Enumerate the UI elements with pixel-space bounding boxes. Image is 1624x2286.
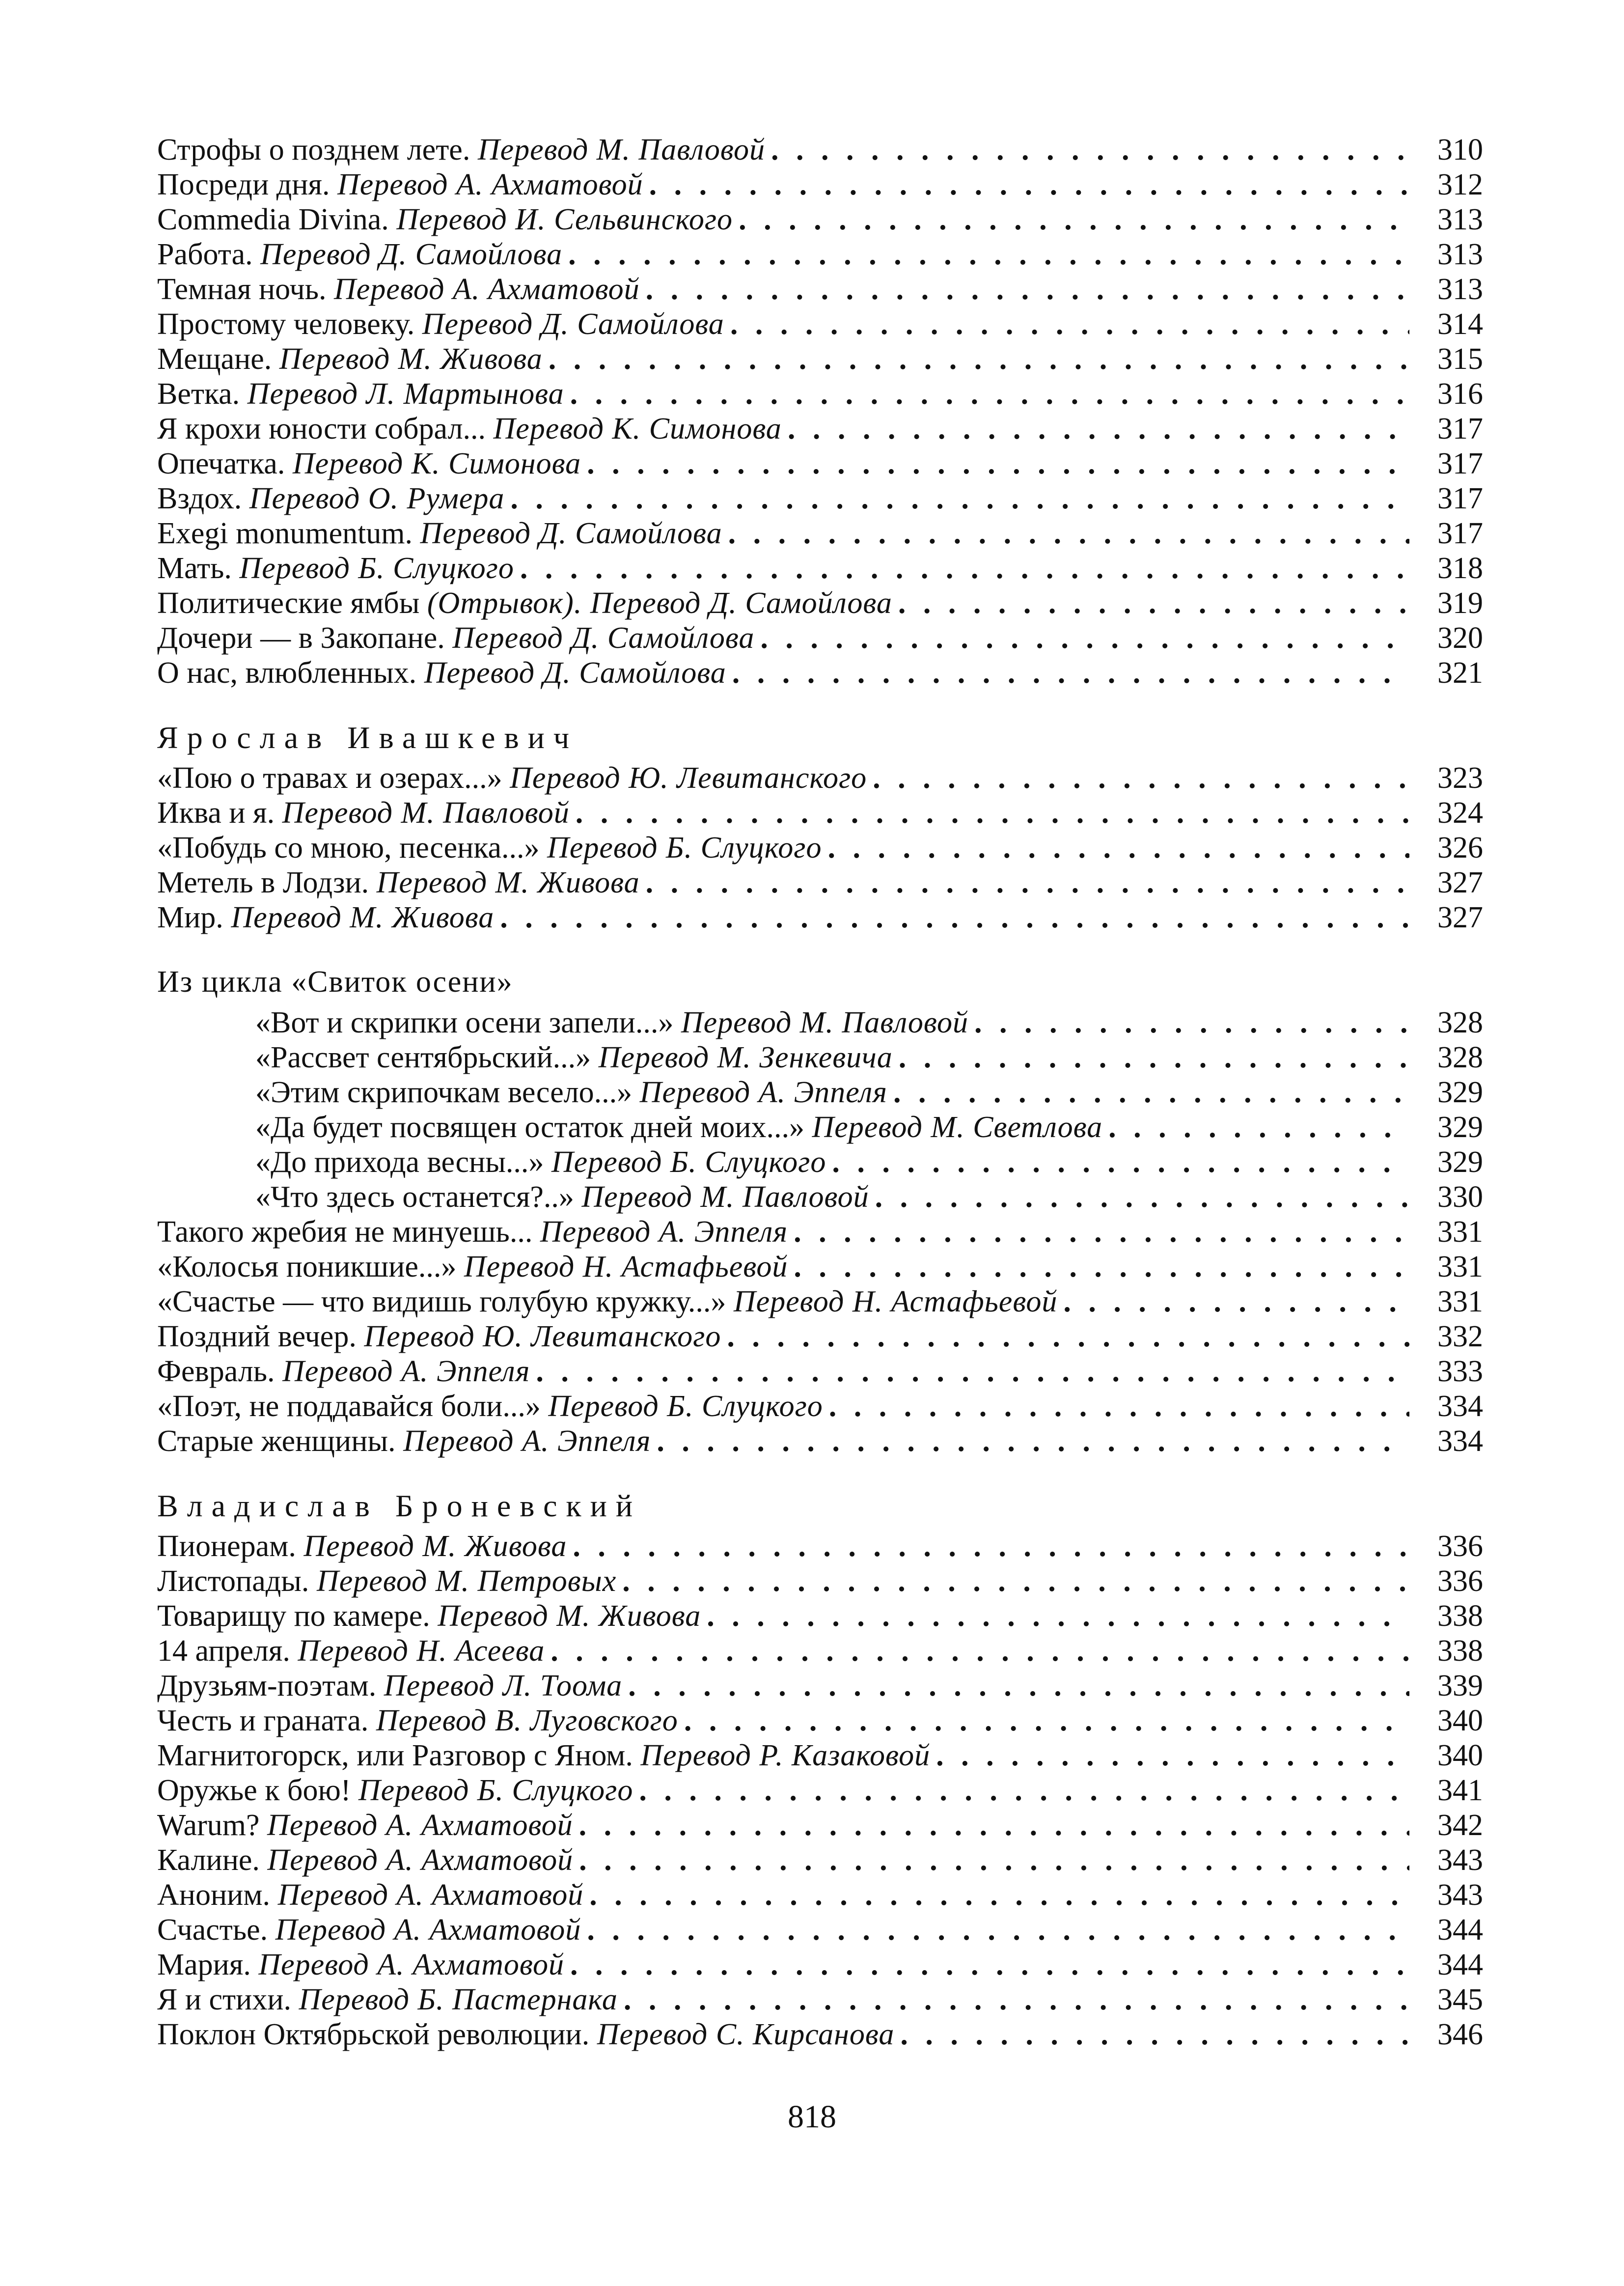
dot-leader	[581, 446, 1409, 481]
entry-translator: Перевод Д. Самойлова	[452, 621, 755, 655]
toc-entry	[157, 1948, 1483, 1982]
entry-translator: Перевод М. Живова	[231, 901, 495, 934]
entry-title: «Да будет посвящен остаток дней моих...»	[255, 1111, 804, 1144]
entry-page-number: 329	[1437, 1145, 1483, 1179]
toc-entry	[157, 551, 1483, 586]
dot-leader	[530, 1354, 1409, 1389]
entry-title-group	[157, 656, 726, 691]
toc-entry	[157, 1354, 1483, 1389]
entry-translator: Перевод М. Павловой	[282, 796, 570, 830]
dot-leader	[822, 831, 1410, 865]
entry-translator: Перевод С. Кирсанова	[597, 2018, 895, 2051]
entry-page-number: 334	[1437, 1424, 1483, 1458]
entry-title: О нас, влюбленных.	[157, 656, 417, 690]
entry-translator: (Отрывок). Перевод Д. Самойлова	[427, 586, 892, 620]
entry-title-group	[157, 1354, 530, 1389]
entry-translator: Перевод А. Ахматовой	[337, 168, 643, 201]
entry-translator: Перевод М. Живова	[303, 1530, 567, 1563]
entry-page-number: 333	[1437, 1355, 1483, 1388]
entry-title-group	[157, 237, 562, 272]
entry-title-group	[157, 1215, 788, 1250]
toc-entry	[157, 831, 1483, 865]
entry-page-number: 329	[1437, 1111, 1483, 1144]
entry-title: «Что здесь останется?..»	[255, 1180, 574, 1214]
entry-translator: Перевод Б. Слуцкого	[547, 831, 822, 864]
entry-translator: Перевод М. Светлова	[812, 1111, 1103, 1144]
dot-leader	[622, 1669, 1409, 1703]
entry-page-number: 313	[1437, 203, 1483, 236]
entry-page-number: 331	[1437, 1215, 1483, 1249]
toc-entry	[157, 377, 1483, 412]
toc-entry	[157, 1599, 1483, 1634]
dot-leader	[869, 1180, 1409, 1215]
toc-entry	[157, 1529, 1483, 1564]
dot-leader	[754, 621, 1409, 656]
entry-title: Поклон Октябрьской революции.	[157, 2018, 590, 2051]
entry-title-group	[157, 1773, 633, 1808]
author-heading: Владислав Броневский	[157, 1488, 642, 1523]
entry-translator: Перевод К. Симонова	[292, 447, 581, 480]
entry-translator: Перевод А. Эппеля	[639, 1076, 887, 1109]
toc-entry	[157, 865, 1483, 900]
entry-title: Мария.	[157, 1948, 251, 1981]
dot-leader	[651, 1424, 1409, 1459]
dot-leader	[724, 307, 1409, 342]
entry-title: Калине.	[157, 1843, 260, 1877]
toc-entry	[157, 796, 1483, 831]
entry-title-group	[157, 831, 822, 865]
toc-entry	[157, 1284, 1483, 1319]
toc-entry	[157, 1878, 1483, 1913]
entry-translator: Перевод И. Сельвинского	[396, 203, 733, 236]
entry-title-group	[157, 1284, 1057, 1319]
entry-title: Магнитогорск, или Разговор с Яном.	[157, 1739, 633, 1772]
entry-title: Товарищу по камере.	[157, 1599, 430, 1633]
entry-page-number: 330	[1437, 1180, 1483, 1214]
dot-leader	[826, 1145, 1409, 1180]
entry-translator: Перевод А. Эппеля	[540, 1215, 788, 1249]
entry-translator: Перевод Л. Тоома	[384, 1669, 623, 1702]
toc-entry	[157, 1982, 1483, 2017]
entry-title-group	[157, 1843, 573, 1878]
toc-entry	[157, 1075, 1483, 1110]
entry-title: «Колосья поникшие...»	[157, 1250, 457, 1283]
entry-page-number: 343	[1437, 1878, 1483, 1912]
dot-leader	[562, 237, 1409, 272]
entry-translator: Перевод Н. Астафьевой	[464, 1250, 788, 1283]
entry-title-group	[157, 167, 643, 202]
entry-page-number: 323	[1437, 761, 1483, 795]
entry-title-group	[157, 1319, 721, 1354]
entry-page-number: 317	[1437, 447, 1483, 480]
entry-page-number: 346	[1437, 2018, 1483, 2051]
toc-entry	[157, 1215, 1483, 1250]
entry-page-number: 327	[1437, 866, 1483, 899]
entry-translator: Перевод Д. Самойлова	[420, 517, 722, 550]
dot-leader	[726, 656, 1409, 691]
entry-page-number: 344	[1437, 1913, 1483, 1947]
toc-entry	[157, 1669, 1483, 1703]
entry-page-number: 317	[1437, 412, 1483, 446]
entry-title: Иква и я.	[157, 796, 275, 830]
entry-page-number: 339	[1437, 1669, 1483, 1702]
entry-translator: Перевод Д. Самойлова	[424, 656, 726, 690]
entry-title-group	[157, 516, 722, 551]
entry-title: «До прихода весны...»	[255, 1145, 544, 1179]
toc-entry	[157, 1180, 1483, 1215]
entry-page-number: 343	[1437, 1843, 1483, 1877]
entry-translator: Перевод А. Ахматовой	[267, 1843, 574, 1877]
dot-leader	[583, 1878, 1409, 1913]
entry-title-group	[157, 1529, 567, 1564]
entry-translator: Перевод Д. Самойлова	[260, 238, 563, 271]
toc-entry	[157, 1040, 1483, 1075]
entry-title: Оружье к бою!	[157, 1774, 351, 1807]
entry-title-group	[157, 1145, 826, 1180]
entry-title: Мать.	[157, 552, 232, 585]
entry-title: Опечатка.	[157, 447, 285, 480]
entry-page-number: 329	[1437, 1076, 1483, 1109]
entry-page-number: 312	[1437, 168, 1483, 201]
table-of-contents	[157, 133, 1483, 2052]
dot-leader	[543, 342, 1409, 377]
dot-leader	[893, 1040, 1409, 1075]
entry-translator: Перевод Б. Пастернака	[299, 1983, 618, 2016]
entry-page-number: 344	[1437, 1948, 1483, 1981]
entry-title-group	[157, 1738, 930, 1773]
dot-leader	[733, 202, 1409, 237]
dot-leader	[573, 1843, 1409, 1878]
entry-title-group	[157, 1982, 618, 2017]
entry-title-group	[157, 1878, 583, 1913]
entry-translator: Перевод Д. Самойлова	[422, 307, 724, 341]
entry-title: Темная ночь.	[157, 273, 327, 306]
toc-entry	[157, 621, 1483, 656]
entry-translator: Перевод Ю. Левитанского	[510, 761, 867, 795]
entry-title-group	[157, 1599, 701, 1634]
toc-entry	[157, 202, 1483, 237]
toc-entry	[157, 586, 1483, 621]
dot-leader	[504, 481, 1409, 516]
dot-leader	[721, 1319, 1409, 1354]
dot-leader	[1102, 1110, 1409, 1145]
toc-entry	[157, 446, 1483, 481]
entry-title-group	[157, 1250, 788, 1284]
toc-entry	[157, 1564, 1483, 1599]
entry-page-number: 317	[1437, 482, 1483, 515]
entry-page-number: 319	[1437, 586, 1483, 620]
page-number: 818	[788, 2099, 836, 2135]
entry-title-group	[157, 1703, 678, 1738]
entry-page-number: 340	[1437, 1739, 1483, 1772]
toc-entry	[157, 1389, 1483, 1424]
entry-title: «Пою о травах и озерах...»	[157, 761, 502, 795]
entry-page-number: 334	[1437, 1390, 1483, 1423]
toc-entry	[157, 656, 1483, 691]
dot-leader	[788, 1215, 1409, 1250]
dot-leader	[633, 1773, 1409, 1808]
entry-title: Метель в Лодзи.	[157, 866, 369, 899]
dot-leader	[570, 796, 1409, 831]
toc-entry	[157, 1913, 1483, 1948]
entry-title: «Счастье — что видишь голубую кружку...»	[157, 1285, 726, 1318]
entry-title-group	[157, 133, 765, 167]
entry-title-group	[157, 621, 754, 656]
entry-page-number: 336	[1437, 1530, 1483, 1563]
entry-title: Дочери — в Закопане.	[157, 621, 445, 655]
entry-title-group	[157, 1948, 564, 1982]
entry-page-number: 327	[1437, 901, 1483, 934]
dot-leader	[892, 586, 1409, 621]
entry-page-number: 341	[1437, 1774, 1483, 1807]
entry-page-number: 316	[1437, 377, 1483, 411]
cycle-heading: Из цикла «Свиток осени»	[157, 965, 513, 999]
entry-page-number: 331	[1437, 1250, 1483, 1283]
entry-title: Поздний вечер.	[157, 1320, 357, 1353]
entry-title-group	[157, 1634, 545, 1669]
entry-title: 14 апреля.	[157, 1634, 290, 1668]
entry-title-group	[157, 307, 724, 342]
toc-entry	[157, 1808, 1483, 1843]
entry-page-number: 321	[1437, 656, 1483, 690]
entry-title-group	[157, 1110, 1102, 1145]
entry-title-group	[157, 202, 733, 237]
entry-title: Честь и граната.	[157, 1704, 369, 1737]
entry-title: Вздох.	[157, 482, 242, 515]
dot-leader	[564, 1948, 1409, 1982]
entry-title-group	[157, 272, 640, 307]
entry-translator: Перевод А. Ахматовой	[277, 1878, 584, 1912]
entry-translator: Перевод Б. Слуцкого	[548, 1390, 823, 1423]
entry-title-group	[157, 865, 640, 900]
entry-title: Я крохи юности собрал...	[157, 412, 486, 446]
entry-translator: Перевод Ю. Левитанского	[364, 1320, 721, 1353]
entry-translator: Перевод М. Павловой	[581, 1180, 869, 1214]
entry-title: Счастье.	[157, 1913, 268, 1947]
entry-page-number: 332	[1437, 1320, 1483, 1353]
toc-entry	[157, 1843, 1483, 1878]
toc-entry	[157, 133, 1483, 167]
entry-translator: Перевод А. Ахматовой	[267, 1809, 573, 1842]
entry-title-group	[157, 1808, 573, 1843]
toc-entry	[157, 761, 1483, 796]
entry-page-number: 328	[1437, 1006, 1483, 1039]
dot-leader	[494, 900, 1409, 935]
entry-title: Февраль.	[157, 1355, 275, 1388]
toc-entry	[157, 1250, 1483, 1284]
toc-entry	[157, 1110, 1483, 1145]
entry-page-number: 342	[1437, 1809, 1483, 1842]
entry-title: Простому человеку.	[157, 307, 415, 341]
entry-title-group	[157, 900, 494, 935]
dot-leader	[930, 1738, 1409, 1773]
entry-title-group	[157, 2017, 894, 2052]
entry-translator: Перевод Р. Казаковой	[640, 1739, 931, 1772]
entry-page-number: 314	[1437, 307, 1483, 341]
dot-leader	[573, 1808, 1409, 1843]
entry-translator: Перевод М. Живова	[279, 342, 543, 376]
toc-entry	[157, 1738, 1483, 1773]
entry-title-group	[157, 1669, 622, 1703]
entry-translator: Перевод Б. Слуцкого	[358, 1774, 633, 1807]
entry-title: Аноним.	[157, 1878, 271, 1912]
toc-entry	[157, 412, 1483, 446]
entry-title-group	[157, 1075, 887, 1110]
entry-title-group	[157, 1040, 893, 1075]
entry-title: Друзьям-поэтам.	[157, 1669, 377, 1702]
dot-leader	[640, 865, 1409, 900]
toc-entry	[157, 1005, 1483, 1040]
entry-title: «Поэт, не поддавайся боли...»	[157, 1390, 541, 1423]
entry-title-group	[157, 342, 543, 377]
entry-page-number: 310	[1437, 133, 1483, 167]
toc-entry	[157, 342, 1483, 377]
entry-title-group	[157, 551, 514, 586]
entry-page-number: 338	[1437, 1599, 1483, 1633]
entry-title-group	[157, 796, 570, 831]
entry-translator: Перевод М. Зенкевича	[598, 1041, 893, 1074]
entry-title: Мир.	[157, 901, 223, 934]
entry-title-group	[157, 446, 581, 481]
entry-title: Работа.	[157, 238, 253, 271]
dot-leader	[701, 1599, 1409, 1634]
dot-leader	[643, 167, 1409, 202]
entry-title: Старые женщины.	[157, 1424, 396, 1458]
entry-title-group	[157, 1180, 869, 1215]
dot-leader	[514, 551, 1409, 586]
dot-leader	[564, 377, 1409, 412]
entry-title-group	[157, 1424, 651, 1459]
entry-translator: Перевод В. Луговского	[376, 1704, 678, 1737]
entry-page-number: 345	[1437, 1983, 1483, 2016]
entry-title: Мещане.	[157, 342, 272, 376]
entry-title: Exegi monumentum.	[157, 517, 413, 550]
entry-title: Листопады.	[157, 1564, 309, 1598]
entry-page-number: 318	[1437, 552, 1483, 585]
entry-translator: Перевод М. Павловой	[681, 1006, 969, 1039]
entry-title-group	[157, 412, 782, 446]
entry-title: Политические ямбы	[157, 586, 420, 620]
entry-translator: Перевод А. Эппеля	[282, 1355, 530, 1388]
entry-translator: Перевод Л. Мартынова	[247, 377, 564, 411]
entry-title: Такого жребия не минуешь...	[157, 1215, 533, 1249]
entry-title: «Побудь со мною, песенка...»	[157, 831, 540, 864]
author-heading: Ярослав Ивашкевич	[157, 720, 578, 755]
toc-entry	[157, 167, 1483, 202]
toc-entry	[157, 1773, 1483, 1808]
entry-title-group	[157, 761, 867, 796]
toc-entry	[157, 516, 1483, 551]
dot-leader	[640, 272, 1409, 307]
toc-entry	[157, 900, 1483, 935]
dot-leader	[1057, 1284, 1409, 1319]
entry-page-number: 328	[1437, 1041, 1483, 1074]
entry-translator: Перевод А. Ахматовой	[334, 273, 640, 306]
entry-page-number: 338	[1437, 1634, 1483, 1668]
entry-translator: Перевод Б. Слуцкого	[551, 1145, 826, 1179]
dot-leader	[968, 1005, 1409, 1040]
entry-translator: Перевод М. Живова	[376, 866, 640, 899]
entry-title: Строфы о позднем лете.	[157, 133, 470, 167]
toc-entry	[157, 1634, 1483, 1669]
entry-title: «Этим скрипочкам весело...»	[255, 1076, 633, 1109]
entry-translator: Перевод О. Румера	[249, 482, 505, 515]
entry-translator: Перевод Н. Астафьевой	[733, 1285, 1058, 1318]
dot-leader	[581, 1913, 1409, 1948]
entry-title-group	[157, 377, 564, 412]
entry-title: «Вот и скрипки осени запели...»	[255, 1006, 674, 1039]
dot-leader	[782, 412, 1409, 446]
dot-leader	[567, 1529, 1409, 1564]
entry-title: «Рассвет сентябрьский...»	[255, 1041, 591, 1074]
entry-page-number: 320	[1437, 621, 1483, 655]
entry-title-group	[157, 1389, 823, 1424]
toc-entry	[157, 1145, 1483, 1180]
toc-entry	[157, 237, 1483, 272]
dot-leader	[618, 1982, 1409, 2017]
toc-entry	[157, 2017, 1483, 2052]
entry-translator: Перевод А. Ахматовой	[275, 1913, 581, 1947]
dot-leader	[722, 516, 1409, 551]
entry-page-number: 331	[1437, 1285, 1483, 1318]
entry-translator: Перевод М. Петровых	[316, 1564, 617, 1598]
entry-title-group	[157, 481, 504, 516]
dot-leader	[894, 2017, 1409, 2052]
dot-leader	[678, 1703, 1409, 1738]
toc-entry	[157, 1703, 1483, 1738]
entry-page-number: 326	[1437, 831, 1483, 864]
entry-page-number: 324	[1437, 796, 1483, 830]
entry-translator: Перевод М. Живова	[438, 1599, 701, 1633]
dot-leader	[867, 761, 1409, 796]
dot-leader	[823, 1389, 1409, 1424]
entry-translator: Перевод Б. Слуцкого	[239, 552, 514, 585]
toc-entry	[157, 1319, 1483, 1354]
entry-page-number: 340	[1437, 1704, 1483, 1737]
entry-page-number: 313	[1437, 273, 1483, 306]
entry-translator: Перевод К. Симонова	[493, 412, 782, 446]
dot-leader	[616, 1564, 1409, 1599]
entry-title: Пионерам.	[157, 1530, 296, 1563]
toc-entry	[157, 307, 1483, 342]
entry-title: Ветка.	[157, 377, 240, 411]
entry-page-number: 313	[1437, 238, 1483, 271]
entry-title: Warum?	[157, 1809, 260, 1842]
entry-title-group	[157, 586, 892, 621]
entry-title-group	[157, 1913, 581, 1948]
entry-translator: Перевод Н. Асеева	[298, 1634, 545, 1668]
entry-translator: Перевод А. Ахматовой	[258, 1948, 564, 1981]
entry-title: Посреди дня.	[157, 168, 330, 201]
toc-entry	[157, 481, 1483, 516]
entry-title: Commedia Divina.	[157, 203, 389, 236]
entry-title-group	[157, 1564, 616, 1599]
entry-page-number: 317	[1437, 517, 1483, 550]
toc-entry	[157, 272, 1483, 307]
dot-leader	[788, 1250, 1409, 1284]
dot-leader	[887, 1075, 1409, 1110]
entry-title: Я и стихи.	[157, 1983, 292, 2016]
entry-title-group	[157, 1005, 968, 1040]
entry-page-number: 315	[1437, 342, 1483, 376]
dot-leader	[765, 133, 1409, 167]
dot-leader	[545, 1634, 1409, 1669]
entry-translator: Перевод М. Павловой	[477, 133, 766, 167]
entry-translator: Перевод А. Эппеля	[403, 1424, 651, 1458]
entry-page-number: 336	[1437, 1564, 1483, 1598]
toc-entry	[157, 1424, 1483, 1459]
